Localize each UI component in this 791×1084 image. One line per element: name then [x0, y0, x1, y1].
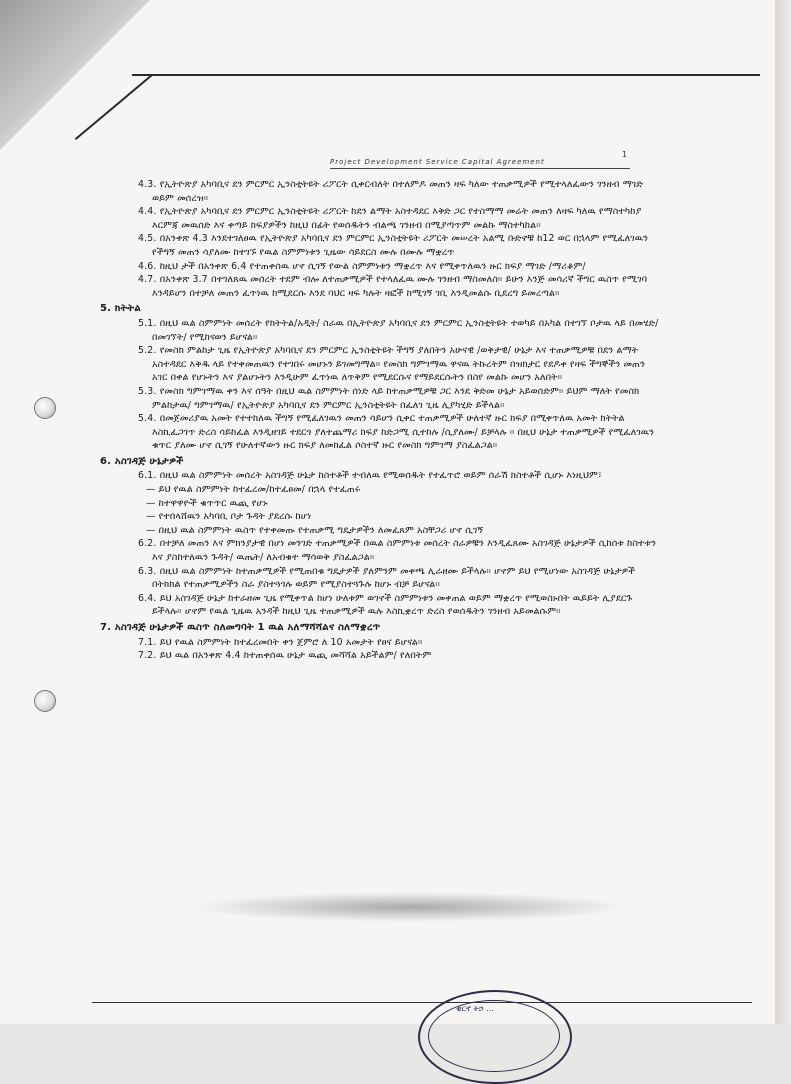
page-edge	[775, 0, 791, 1024]
clause-paragraph: 6.4. ይህ አስገዳጅ ሁኔታ ከተራዘመ ጊዜ የሚቀጥል ከሆነ ሁለቱም ወገኖች ስምምነቱን መቀጠል ወይም ማቋረጥ የሚወስኑበት ዉይይት ሊያደርጉ ይችላሉ። ሆኖም የዉል ጊዜዉ አንዳች ከዚህ ጊዜ ተጠቃሚዎች ዉሉ እስኪቋረጥ ድረስ የወሰዱትን ገንዘብ አይመልሱም።	[138, 592, 633, 618]
clause-paragraph: — በዚህ ዉል ስምምነት ዉስጥ የተቀመጡ የተጠቃሚ ግዴታዎችን ለመፈጸም አስቸጋሪ ሆኖ ሲገኝ	[146, 524, 484, 536]
running-header: Project Development Service Capital Agreement	[330, 158, 545, 166]
clause-paragraph: 4.6. ከዚህ ታች በአንቀጽ 6.4 የተጠቀሰዉ ሆኖ ሲገኝ የውል ስምምነቱን ማቋረጥ እና የሚቀጥለዉን ዙር ክፍያ ማገድ /ማሪቆም/	[138, 260, 586, 272]
page-marker: 1	[622, 150, 628, 159]
clause-paragraph: 4.3. የኢትዮጵያ አካባቢና ደን ምርምር ኢንስቲትዩት ሪፖርት ሲቀርብለት በተለምዶ መጠን ዛፍ ካለው ተጠቃሚዎች የሚተላለፈውን ገንዘብ ማገድ ወይም መሰረዝ።	[138, 179, 643, 204]
clause-paragraph: — የተበላሸዉን አካባቢ ቦታ ጉዳት ያደረሱ ከሆነ	[146, 511, 312, 523]
clause-paragraph: 5.2. የመስክ ምልከታ ጊዜ የኢትዮጵያ አካባቢና ደን ምርምር ኢንስቲትዩት ችግኝ ያለበትን አሁናዊ /ወቅታዊ/ ሁኔታ እና ተጠቃሚዎቹ በደን ልማት አስተዳደር እቅዱ ላይ የተቀመጠዉን የተገበሩ መሆኑን ይገመግማል። የመስክ ግምገማዉ ዋናዉ ትኩረትም በዝክታር የደዶቀ የዛፍ ችግኞችን መጠን አገር በቀል የሆኑትን እና ያልሆኑትን እንዲሁም ፈጥነዉ ለጥቅም የሚደርሱና የማይደርሱትን በስየ መልኩ መሆን አለበት።	[138, 345, 646, 384]
clause-paragraph: 7.2. ይህ ዉል በአንቀጽ 4.4 ከተጠቀሰዉ ሁኔታ ዉጪ መሻሻል አይችልም/ የለበትም	[138, 650, 432, 662]
clause-paragraph: 5.3. የመስክ ግምገማዉ ቀን እና ሰዓት በዚህ ዉል ስምምነት ሰነድ ላይ ከተጠቃሚዎቹ ጋር እንደ ቅድመ ሁኔታ አይወሰድም። ይህም ማለት የመስክ ምልከታዉ/ ግምገማዉ/ የኢትዮጵያ አካባቢና ደን ምርምር ኢንስቲትዩት በፈለገ ጊዜ ሊያካሂድ ይችላል።	[138, 385, 640, 411]
clause-paragraph: 7.1. ይህ የዉል ስምምነት ከተፈረመበት ቀን ጀምሮ ለ 10 አመታት የፀና ይሆናል።	[138, 636, 423, 648]
document-body	[100, 178, 660, 663]
clause-paragraph: — ይህ የዉል ስምምነት ከተፈረመ/ከተፈፀመ/ በኋላ የተፈጠሩ	[146, 484, 361, 496]
clause-paragraph: 6.3. በዚህ ዉል ስምምነት ከተጠቃሚዎች የሚጠበቁ ግዴታዎች ያለምንም መቀጫ ሊራዘሙ ይችላሉ። ሆኖም ይህ የሚሆነው አስገዳጅ ሁኔታዎች በትክክል የተጠቃሚዎችን ስራ ያስተጓጎሉ ወይም የሚያስተጓጉሉ ከሆኑ ብቻ ይሆናል።	[138, 565, 636, 591]
clause-paragraph: 4.7. በአንቀጽ 3.7 በተገለጸዉ መሰረት ተደም ብሎ ለተጠቃሚዎች የተላለፈዉ ሙሉ ገንዘብ ማስመለስ። ይሁን እንጅ መሳሪኛ ችግር ዉስጥ የሚገባ እንዳይሆን በተቻለ መጠን ፈጥነዉ ከሚደርሱ እንደ ባህር ዛፍ ካሉት ዛፎች ከሚገኝ ገቢ እንዲመልሱ ቢደረግ ይመረጣል።	[138, 274, 648, 299]
clause-paragraph: 6.1. በዚህ ዉል ስምምነት መሰረት አስገዳጅ ሁኔታ ከስተቶች ተብለዉ የሚወሰዱት የተፈጥሮ ወይም ሰራሽ ክስተቶች ሲሆኑ እነዚህም፣	[138, 470, 602, 482]
clause-paragraph: 4.5. በአንቀጽ 4.3 እንደተገለፀዉ የኢትዮጵያ አካባቢና ደን ምርምር ኢንስቲትዩት ሪፖርት መሠረት አልሚ ቡድኖቹ ከ12 ወር በኋላም የሚፈለገዉን የችግኝ መጠን ሳያለሙ ከተገኙ የዉል ስምምነቱን ጊዜው ሳይደርስ ሙሉ በሙሉ ማቋረጥ	[138, 233, 649, 258]
clause-paragraph: 5.1. በዚህ ዉል ስምምነት መሰረት የክትትል/አዲት/ ስራዉ በኢትዮጵያ አካባቢና ደን ምርምር ኢንስቲትዩት ተወካይ በአካል በተገኘ ቦታዉ ላይ በመሄድ/ በመገኘት/ የሚከናወን ይሆናል።	[138, 317, 659, 343]
header-underline	[330, 168, 630, 169]
seal-text: ቂርኖ ትኃ ...	[456, 1004, 494, 1013]
official-seal-inner-ring	[428, 1000, 560, 1072]
header-rule	[132, 74, 760, 76]
clause-paragraph: 5.4. በመጀመሪያዉ አመት የተተከለዉ ችግኝ የሚፈለገዉን መጠን ሳይሆን ሲቀር ተጠቃሚዎች ሁለተኛ ዙር ክፍያ በሚቀጥለዉ አመት ክትትል እስኪፈጋገጥ ድረስ ሳይከፈል እንዲዘገይ ተደርጎ ያለተጨማሪ ክፍያ ከድጋሚ ሲተከሉ /ሲያለሙ/ ይቻላሉ ። በዚህ ሁኔታ ተጠቃሚዎች የሚፈለገዉን ቁጥር ያለሙ ሆኖ ሲገኝ የሁለተኛውን ዙር ክፍያ ለመክፈል ሶስተኛ ዙር የመስክ ግምገማ ያስፈልጋል።	[138, 413, 655, 452]
section-heading: 5. ክትትል	[100, 303, 141, 315]
footer-rule	[92, 1002, 752, 1003]
clause-paragraph: 4.4. የኢትዮጵያ አካባቢና ደን ምርምር ኢንስቲትዩት ሪፖርት ከደን ልማት አስተዳደር እቅድ ጋር የተስማማ መሬት መጠን ለዛፍ ካለዉ የማስተካከያ እርምጃ መዉሰድ እና ቀጣይ ክፍያዎችን ከዚህ በፊት የወሰዱትን ብልጫ ገንዘብ በሚያጣጥም መልኩ ማስተካከል።	[138, 206, 642, 231]
punch-hole-top	[34, 397, 56, 419]
punch-hole-bottom	[34, 690, 56, 712]
clause-paragraph: — ከተዋዋዮች ቁጥጥር ዉጪ የሆኑ	[146, 497, 268, 509]
clause-paragraph: 6.2. በተቻለ መጠን እና ምክንያታዊ በሆነ መንገድ ተጠቃሚዎች በዉል ስምምነቱ መሰረት ስራዎቹን እንዲፈጸሙ አስገዳጅ ሁኔታዎች ሲከሰቱ ከስተቱን እና ያስከተለዉን ጉዳት/ ዉጤት/ ለአብቁተ ማሳወቅ ያስፈልጋል።	[138, 538, 657, 564]
section-heading: 6. አስገዳጅ ሁኔታዎች	[100, 455, 184, 467]
section-heading: 7. አስገዳጅ ሁኔታዎች ዉስጥ ስለመግባት 1 ዉል አለማሻሻልና ስለማቋረጥ	[100, 622, 381, 633]
